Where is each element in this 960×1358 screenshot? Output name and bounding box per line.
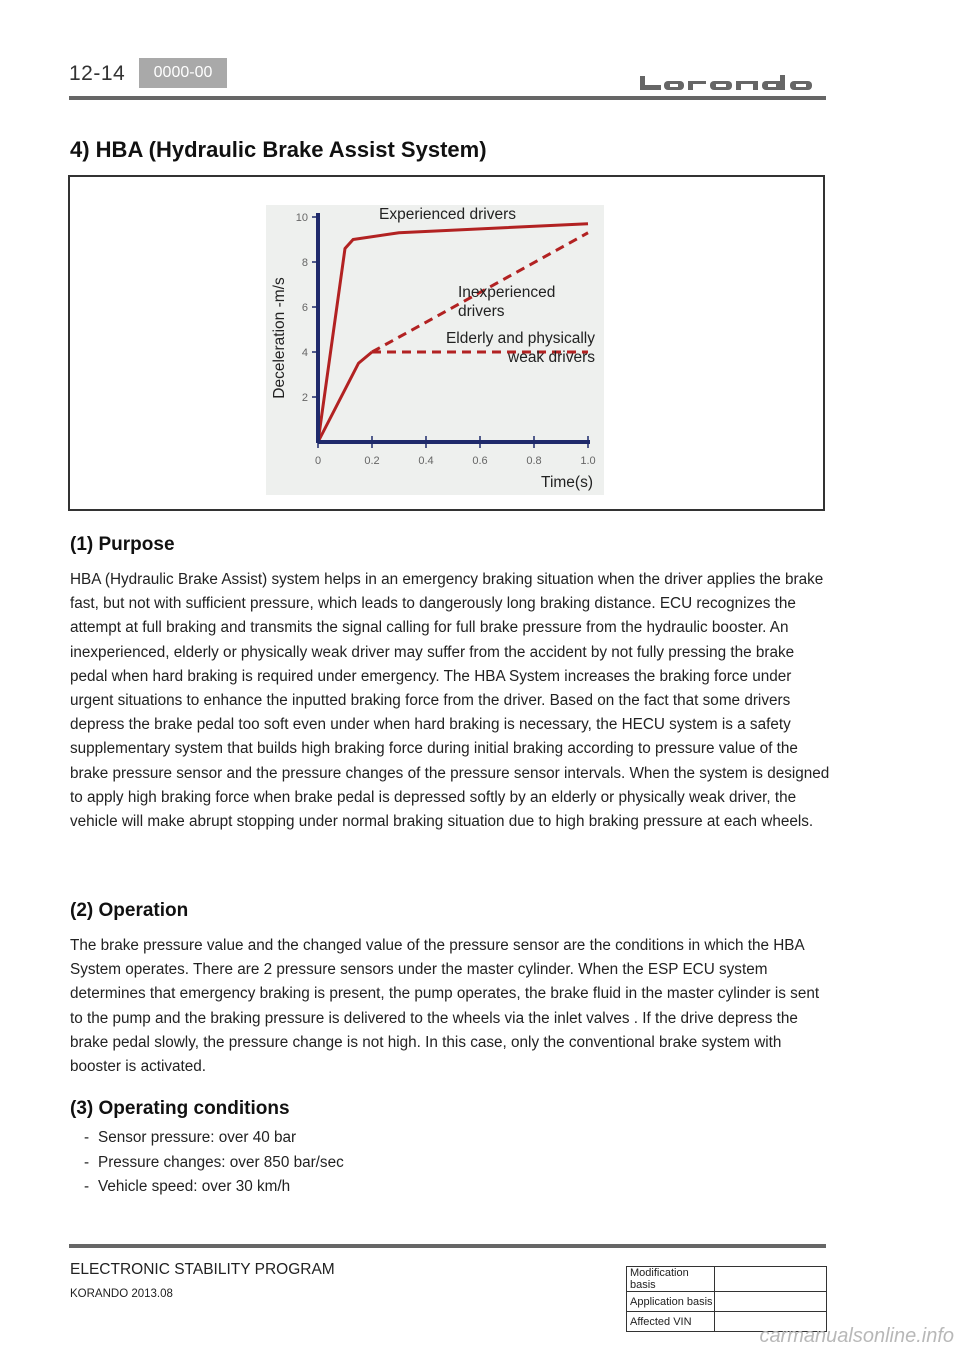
conditions-list <box>70 1126 344 1200</box>
x-tick-label: 1.0 <box>580 455 596 467</box>
table-row <box>627 1292 827 1312</box>
operation-heading: (2) Operation <box>70 900 189 921</box>
footer-rule <box>69 1244 826 1248</box>
korando-logo <box>640 74 826 92</box>
revision-table <box>626 1266 827 1332</box>
table-row <box>627 1267 827 1292</box>
label-elderly-1: Elderly and physically <box>445 330 595 347</box>
purpose-heading: (1) Purpose <box>70 534 175 555</box>
y-tick-label: 10 <box>295 212 308 224</box>
y-tick-label: 4 <box>301 347 308 359</box>
label-experienced: Experienced drivers <box>379 206 516 223</box>
table-label: Application basis <box>627 1292 715 1312</box>
page-number: 12-14 <box>69 62 126 85</box>
condition-item: - Vehicle speed: over 30 km/h <box>84 1178 291 1195</box>
x-tick-label: 0 <box>314 455 322 467</box>
x-tick-label: 0.6 <box>472 455 488 467</box>
table-value <box>715 1292 827 1312</box>
x-axis-label: Time(s) <box>541 474 593 491</box>
label-inexperienced-1: Inexperienced <box>458 284 556 301</box>
operation-text: The brake pressure value and the changed value of the pressure sensor are the conditions in which the HBA System operates. There are 2 pressure sensors under the master cylinder. When the ESP ECU system determines that emergency braking is present, the pump operates, the brake fluid in the master cylinder is sent to the pump and the braking pressure is delivered to the wheels via the inlet valves . If the drive depress the brake pedal slowly, the pressure change is not high. In this case, only the conventional brake system with booster is activated. <box>70 937 820 1076</box>
condition-item: - Sensor pressure: over 40 bar <box>84 1129 297 1146</box>
code-badge: 0000-00 <box>139 58 227 88</box>
footer-title: ELECTRONIC STABILITY PROGRAM <box>70 1261 335 1278</box>
table-value <box>715 1267 827 1292</box>
footer-subtitle: KORANDO 2013.08 <box>70 1288 173 1300</box>
label-elderly-2: weak drivers <box>508 349 595 366</box>
y-tick-label: 2 <box>301 392 308 404</box>
figure-box <box>68 175 825 511</box>
purpose-text: HBA (Hydraulic Brake Assist) system helps in an emergency braking situation when the driver applies the brake fast, but not with sufficient pressure, which leads to dangerously long braking distance. ECU recognizes the attempt at full braking and transmits the signal calling for full brake pressure from the hydraulic booster. An inexperienced, elderly or physically weak driver may suffer from the accident by not fully pressing the brake pedal when hard braking is required under emergency. The HBA System increases the braking force under urgent situations to enhance the inputted braking force from the driver. Based on the fact that some drivers depress the brake pedal too soft even under when hard braking is necessary, the HECU system is a safety supplementary system that builds high braking force during initial braking according to pressure value of the brake pressure sensor and the pressure changes of the pressure sensor intervals. When the system is designed to apply high braking force when brake pedal is depressed softly by an elderly or physically weak driver, the vehicle will make abrupt stopping under normal braking situation due to high braking pressure at each wheels. <box>70 571 830 831</box>
y-tick-label: 6 <box>301 302 308 314</box>
y-tick-label: 8 <box>301 257 308 269</box>
x-tick-label: 0.8 <box>526 455 542 467</box>
conditions-heading: (3) Operating conditions <box>70 1098 290 1119</box>
watermark: carmanualsonline.info <box>759 1325 954 1347</box>
y-axis-label: Deceleration -m/s <box>271 277 288 399</box>
header-rule <box>69 96 826 100</box>
condition-item: - Pressure changes: over 850 bar/sec <box>84 1153 344 1171</box>
x-tick-label: 0.4 <box>418 455 434 467</box>
label-inexperienced-2: drivers <box>458 303 505 320</box>
hba-chart <box>266 205 604 495</box>
section-title: 4) HBA (Hydraulic Brake Assist System) <box>70 137 487 162</box>
table-label: Affected VIN <box>627 1312 715 1332</box>
table-label: Modification basis <box>627 1267 715 1292</box>
x-tick-label: 0.2 <box>364 455 380 467</box>
